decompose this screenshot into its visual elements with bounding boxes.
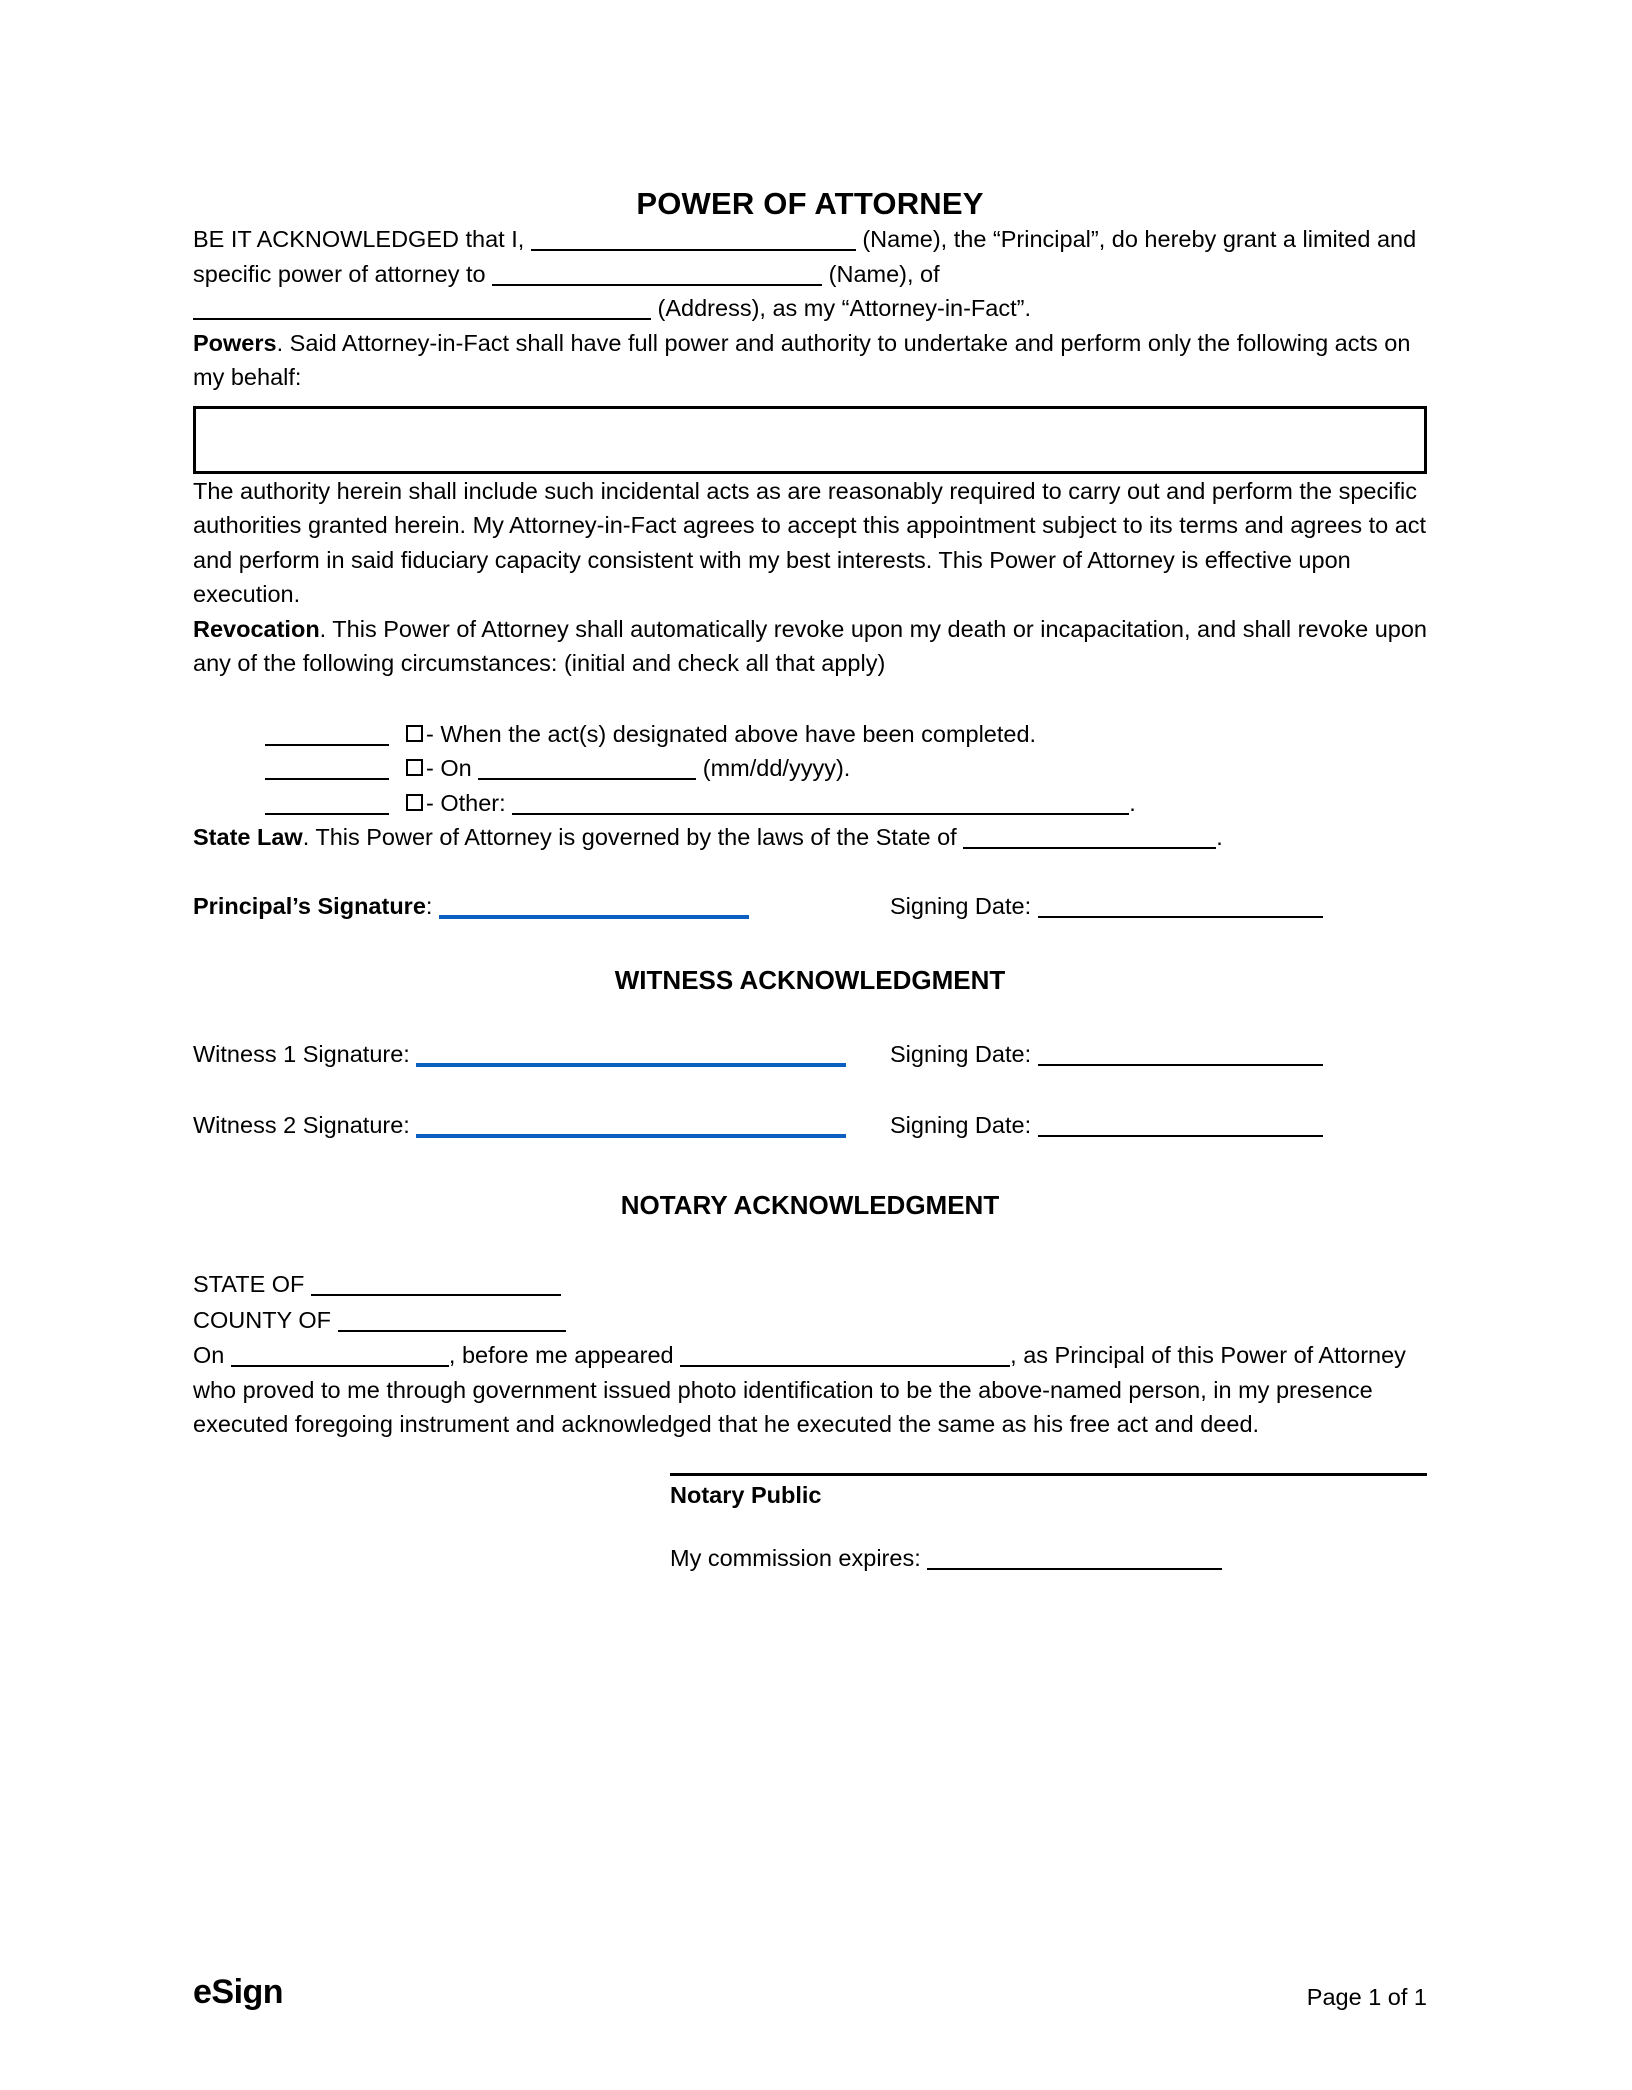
principal-signature-group (193, 893, 890, 920)
checkbox-icon[interactable] (406, 725, 423, 742)
revocation-option-on-date (193, 751, 1427, 786)
notary-statement-paragraph (193, 1338, 1427, 1442)
witness-1-row (193, 1041, 1427, 1068)
page-indicator: Page 1 of 1 (1306, 1983, 1427, 2010)
checkbox-icon[interactable] (406, 759, 423, 776)
witness-1-date-field[interactable] (1038, 1041, 1323, 1066)
page-footer (193, 1975, 1427, 2009)
witness-2-date-group (890, 1112, 1323, 1139)
state-law-paragraph (193, 820, 1427, 855)
principal-date-label: Signing Date: (890, 892, 1032, 919)
authority-paragraph: The authority herein shall include such incidental acts as are reasonably required to carry out and perform the specific authorities granted herein. My Attorney-in-Fact agrees to accept this appointment subject to its terms and agrees to act and perform in said fiduciary capacity consistent with my best interests. This Power of Attorney is effective upon execution. (193, 477, 1427, 608)
initials-blank-completed[interactable] (265, 722, 389, 746)
state-law-text: . This Power of Attorney is governed by the laws of the State of (302, 824, 957, 851)
attorney-name-blank[interactable] (492, 261, 822, 286)
notary-state-field[interactable] (311, 1271, 561, 1296)
intro-line2-suffix: (Name), of (828, 260, 940, 287)
witness-1-label: Witness 1 Signature: (193, 1041, 410, 1068)
revocation-option-label: When the act(s) designated above have been completed. (440, 720, 1037, 747)
notary-statement-prefix: On (193, 1342, 225, 1369)
principal-signature-label: Principal’s Signature (193, 892, 426, 919)
notary-county-label: COUNTY OF (193, 1307, 331, 1334)
revocation-option-other (193, 786, 1427, 821)
state-law-label: State Law (193, 824, 303, 851)
intro-line3-suffix: (Address), as my “Attorney-in-Fact”. (657, 295, 1031, 322)
witness-2-date-field[interactable] (1038, 1112, 1323, 1137)
document-body (193, 0, 1427, 1572)
state-law-suffix: . (1216, 824, 1223, 851)
notary-signature-block (193, 1472, 1427, 1572)
witness-1-signature-field[interactable] (416, 1041, 846, 1067)
esign-logo: eSign (193, 1973, 284, 2011)
designated-acts-input[interactable] (193, 406, 1427, 474)
notary-signature-field[interactable] (670, 1472, 1427, 1476)
notary-statement-rest: , as Principal of this Power of Attorney who proved to me through government issued photo identification to be the above-named person, in my presence executed foregoing instrument and acknowledged that he executed the same as his free act and deed. (193, 1342, 1406, 1438)
witness-2-date-label: Signing Date: (890, 1112, 1032, 1139)
intro-line1-prefix: BE IT ACKNOWLEDGED that I, (193, 226, 525, 253)
notary-appearance-date-field[interactable] (231, 1342, 449, 1367)
revocation-option-suffix: . (1129, 789, 1136, 816)
witness-2-signature-group (193, 1112, 890, 1139)
intro-line1-suffix: (Name), the “Principal”, do hereby (862, 226, 1217, 253)
notary-county-row (193, 1302, 1427, 1338)
intro-line2-prefix: grant a limited and specific power of attorney to (193, 226, 1417, 287)
revocation-option-completed (193, 717, 1427, 752)
powers-label: Powers (193, 329, 277, 356)
notary-state-row (193, 1266, 1427, 1302)
initials-blank-other[interactable] (265, 791, 389, 815)
revocation-option-dash: - (426, 789, 434, 816)
notary-statement-mid: , before me appeared (448, 1342, 674, 1369)
notary-commission-field[interactable] (927, 1545, 1222, 1570)
revocation-option-dash: - (426, 755, 434, 782)
notary-principal-name-field[interactable] (680, 1342, 1010, 1367)
revocation-option-label: Other: (440, 789, 506, 816)
revocation-text: . This Power of Attorney shall automatically revoke upon my death or incapacitation, and shall revoke upon any of the following circumstances: (initial and check all that apply) (193, 615, 1427, 677)
governing-state-blank[interactable] (963, 824, 1216, 849)
revocation-label: Revocation (193, 615, 320, 642)
witness-2-label: Witness 2 Signature: (193, 1112, 410, 1139)
principal-date-field[interactable] (1038, 893, 1323, 918)
powers-paragraph (193, 326, 1427, 395)
checkbox-icon[interactable] (406, 794, 423, 811)
attorney-address-blank[interactable] (193, 295, 651, 320)
initials-blank-on-date[interactable] (265, 756, 389, 780)
principal-signature-row (193, 893, 1427, 920)
revocation-options-list (193, 717, 1427, 821)
witness-acknowledgment-heading: WITNESS ACKNOWLEDGMENT (614, 964, 1006, 995)
revocation-option-suffix: (mm/dd/yyyy). (702, 755, 851, 782)
notary-public-label: Notary Public (670, 1481, 822, 1508)
revocation-option-dash: - (426, 720, 434, 747)
principal-name-blank[interactable] (531, 226, 856, 251)
revocation-paragraph (193, 612, 1427, 681)
principal-signature-field[interactable] (439, 893, 749, 919)
revocation-other-blank[interactable] (512, 790, 1129, 815)
witness-2-signature-field[interactable] (416, 1112, 846, 1138)
notary-commission-label: My commission expires: (670, 1544, 921, 1571)
witness-1-date-label: Signing Date: (890, 1041, 1032, 1068)
notary-state-label: STATE OF (193, 1271, 305, 1298)
witness-2-row (193, 1112, 1427, 1139)
revocation-option-label: On (440, 755, 472, 782)
page-title: POWER OF ATTORNEY (636, 186, 984, 221)
intro-paragraph (193, 222, 1427, 326)
principal-signature-colon: : (425, 892, 433, 919)
revocation-date-blank[interactable] (478, 755, 696, 780)
notary-acknowledgment-heading: NOTARY ACKNOWLEDGMENT (620, 1190, 1000, 1221)
notary-commission-row (670, 1545, 1427, 1572)
witness-1-date-group (890, 1041, 1323, 1068)
notary-jurisdiction-block (193, 1266, 1427, 1338)
principal-date-group (890, 893, 1323, 920)
notary-county-field[interactable] (338, 1307, 566, 1332)
powers-text: . Said Attorney-in-Fact shall have full power and authority to undertake and perform only the following acts on my behalf: (193, 329, 1411, 391)
witness-1-signature-group (193, 1041, 890, 1068)
